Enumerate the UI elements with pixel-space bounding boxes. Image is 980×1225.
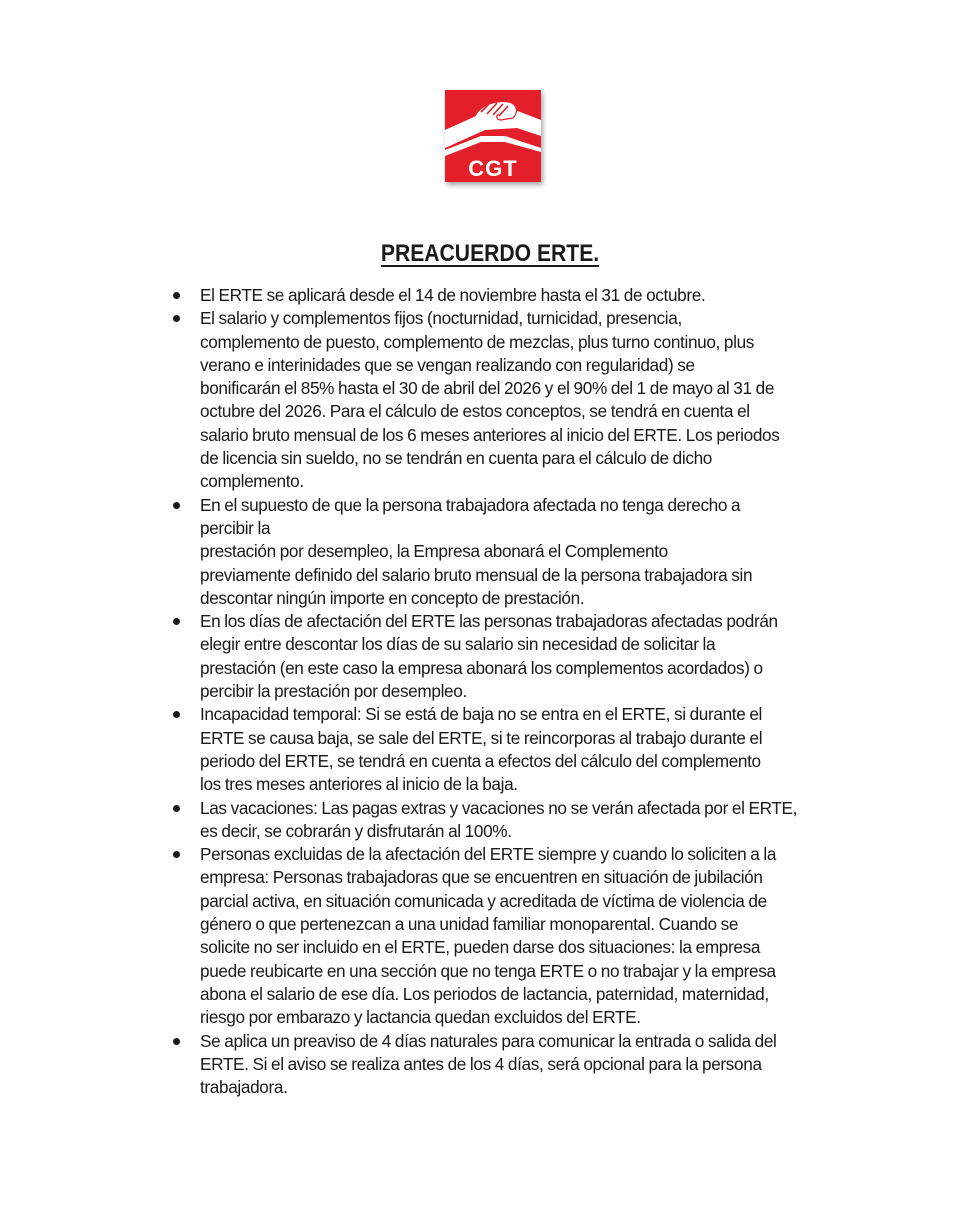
list-item-line: percibir la prestación por desempleo. [200,681,467,702]
list-item-line: Se aplica un preaviso de 4 días naturales para comunicar la entrada o salida del [200,1030,777,1051]
bullet-icon [173,1038,180,1045]
list-item-line: abona el salario de ese día. Los periodos de lactancia, paternidad, maternidad, [200,983,769,1004]
list-item-line: El salario y complementos fijos (nocturnidad, turnicidad, presencia, [200,308,682,329]
list-item-line: El ERTE se aplicará desde el 14 de noviembre hasta el 31 de octubre. [200,285,706,305]
list-item [172,703,872,796]
bullet-icon [173,292,180,299]
list-item-line: complemento de puesto, complemento de mezclas, plus turno continuo, plus [200,331,755,352]
page-title [0,240,980,268]
list-item-line: es decir, se cobrarán y disfrutarán al 100%. [200,820,512,841]
list-item-line: elegir entre descontar los días de su salario sin necesidad de solicitar la [200,634,716,655]
list-item-line: ERTE se causa baja, se sale del ERTE, si te reincorporas al trabajo durante el [200,727,763,748]
cgt-logo [445,90,541,182]
list-item-line: previamente definido del salario bruto mensual de la persona trabajadora sin [200,564,753,585]
bullet-icon [173,618,180,625]
list-item-line: prestación por desempleo, la Empresa abonará el Complemento [200,541,668,562]
bullet-icon [173,502,180,509]
list-item-line: En los días de afectación del ERTE las personas trabajadoras afectadas podrán [200,611,778,632]
list-item-line: verano e interinidades que se vengan realizando con regularidad) se [200,354,695,375]
list-item-line: periodo del ERTE, se tendrá en cuenta a efectos del cálculo del complemento [200,750,761,771]
list-item-line: Personas excluidas de la afectación del ERTE siempre y cuando lo soliciten a la [200,844,777,865]
list-item-line: ERTE. Si el aviso se realiza antes de los 4 días, será opcional para la persona [200,1053,762,1074]
list-item-line: Las vacaciones: Las pagas extras y vacaciones no se verán afectada por el ERTE, [200,797,798,818]
list-item [172,284,872,307]
list-item-line: percibir la [200,517,271,538]
list-item-line: octubre del 2026. Para el cálculo de estos conceptos, se tendrá en cuenta el [200,401,750,422]
list-item-line: descontar ningún importe en concepto de prestación. [200,587,585,608]
bullet-icon [173,711,180,718]
bullet-icon [173,805,180,812]
list-item-line: solicite no ser incluido en el ERTE, pueden darse dos situaciones: la empresa [200,937,761,958]
list-item-line: los tres meses anteriores al inicio de la baja. [200,774,518,795]
list-item-line: riesgo por embarazo y lactancia quedan excluidos del ERTE. [200,1007,641,1028]
list-item-line: prestación (en este caso la empresa abonará los complementos acordados) o [200,657,763,678]
bullet-icon [173,851,180,858]
list-item [172,797,872,844]
bullet-icon [173,315,180,322]
agreement-list [172,284,872,1099]
list-item [172,610,872,703]
list-item-line: bonificarán el 85% hasta el 30 de abril del 2026 y el 90% del 1 de mayo al 31 de [200,378,775,399]
list-item [172,494,872,610]
list-item [172,307,872,493]
list-item-line: complemento. [200,471,304,492]
list-item-line: puede reubicarte en una sección que no tenga ERTE o no trabajar y la empresa [200,960,776,981]
list-item-line: parcial activa, en situación comunicada y acreditada de víctima de violencia de [200,890,767,911]
list-item-line: Incapacidad temporal: Si se está de baja no se entra en el ERTE, si durante el [200,704,763,725]
list-item [172,843,872,1029]
svg-text:CGT: CGT [468,156,518,181]
list-item-line: salario bruto mensual de los 6 meses anteriores al inicio del ERTE. Los periodos [200,424,780,445]
list-item-line: género o que pertenezcan a una unidad familiar monoparental. Cuando se [200,914,739,935]
list-item [172,1030,872,1100]
list-item-line: de licencia sin sueldo, no se tendrán en cuenta para el cálculo de dicho [200,448,712,469]
list-item-line: En el supuesto de que la persona trabajadora afectada no tenga derecho a [200,494,741,515]
list-item-line: trabajadora. [200,1077,288,1098]
cgt-logo-icon [445,90,541,182]
page-title-text: PREACUERDO ERTE. [380,240,600,267]
list-item-line: empresa: Personas trabajadoras que se encuentren en situación de jubilación [200,867,763,888]
